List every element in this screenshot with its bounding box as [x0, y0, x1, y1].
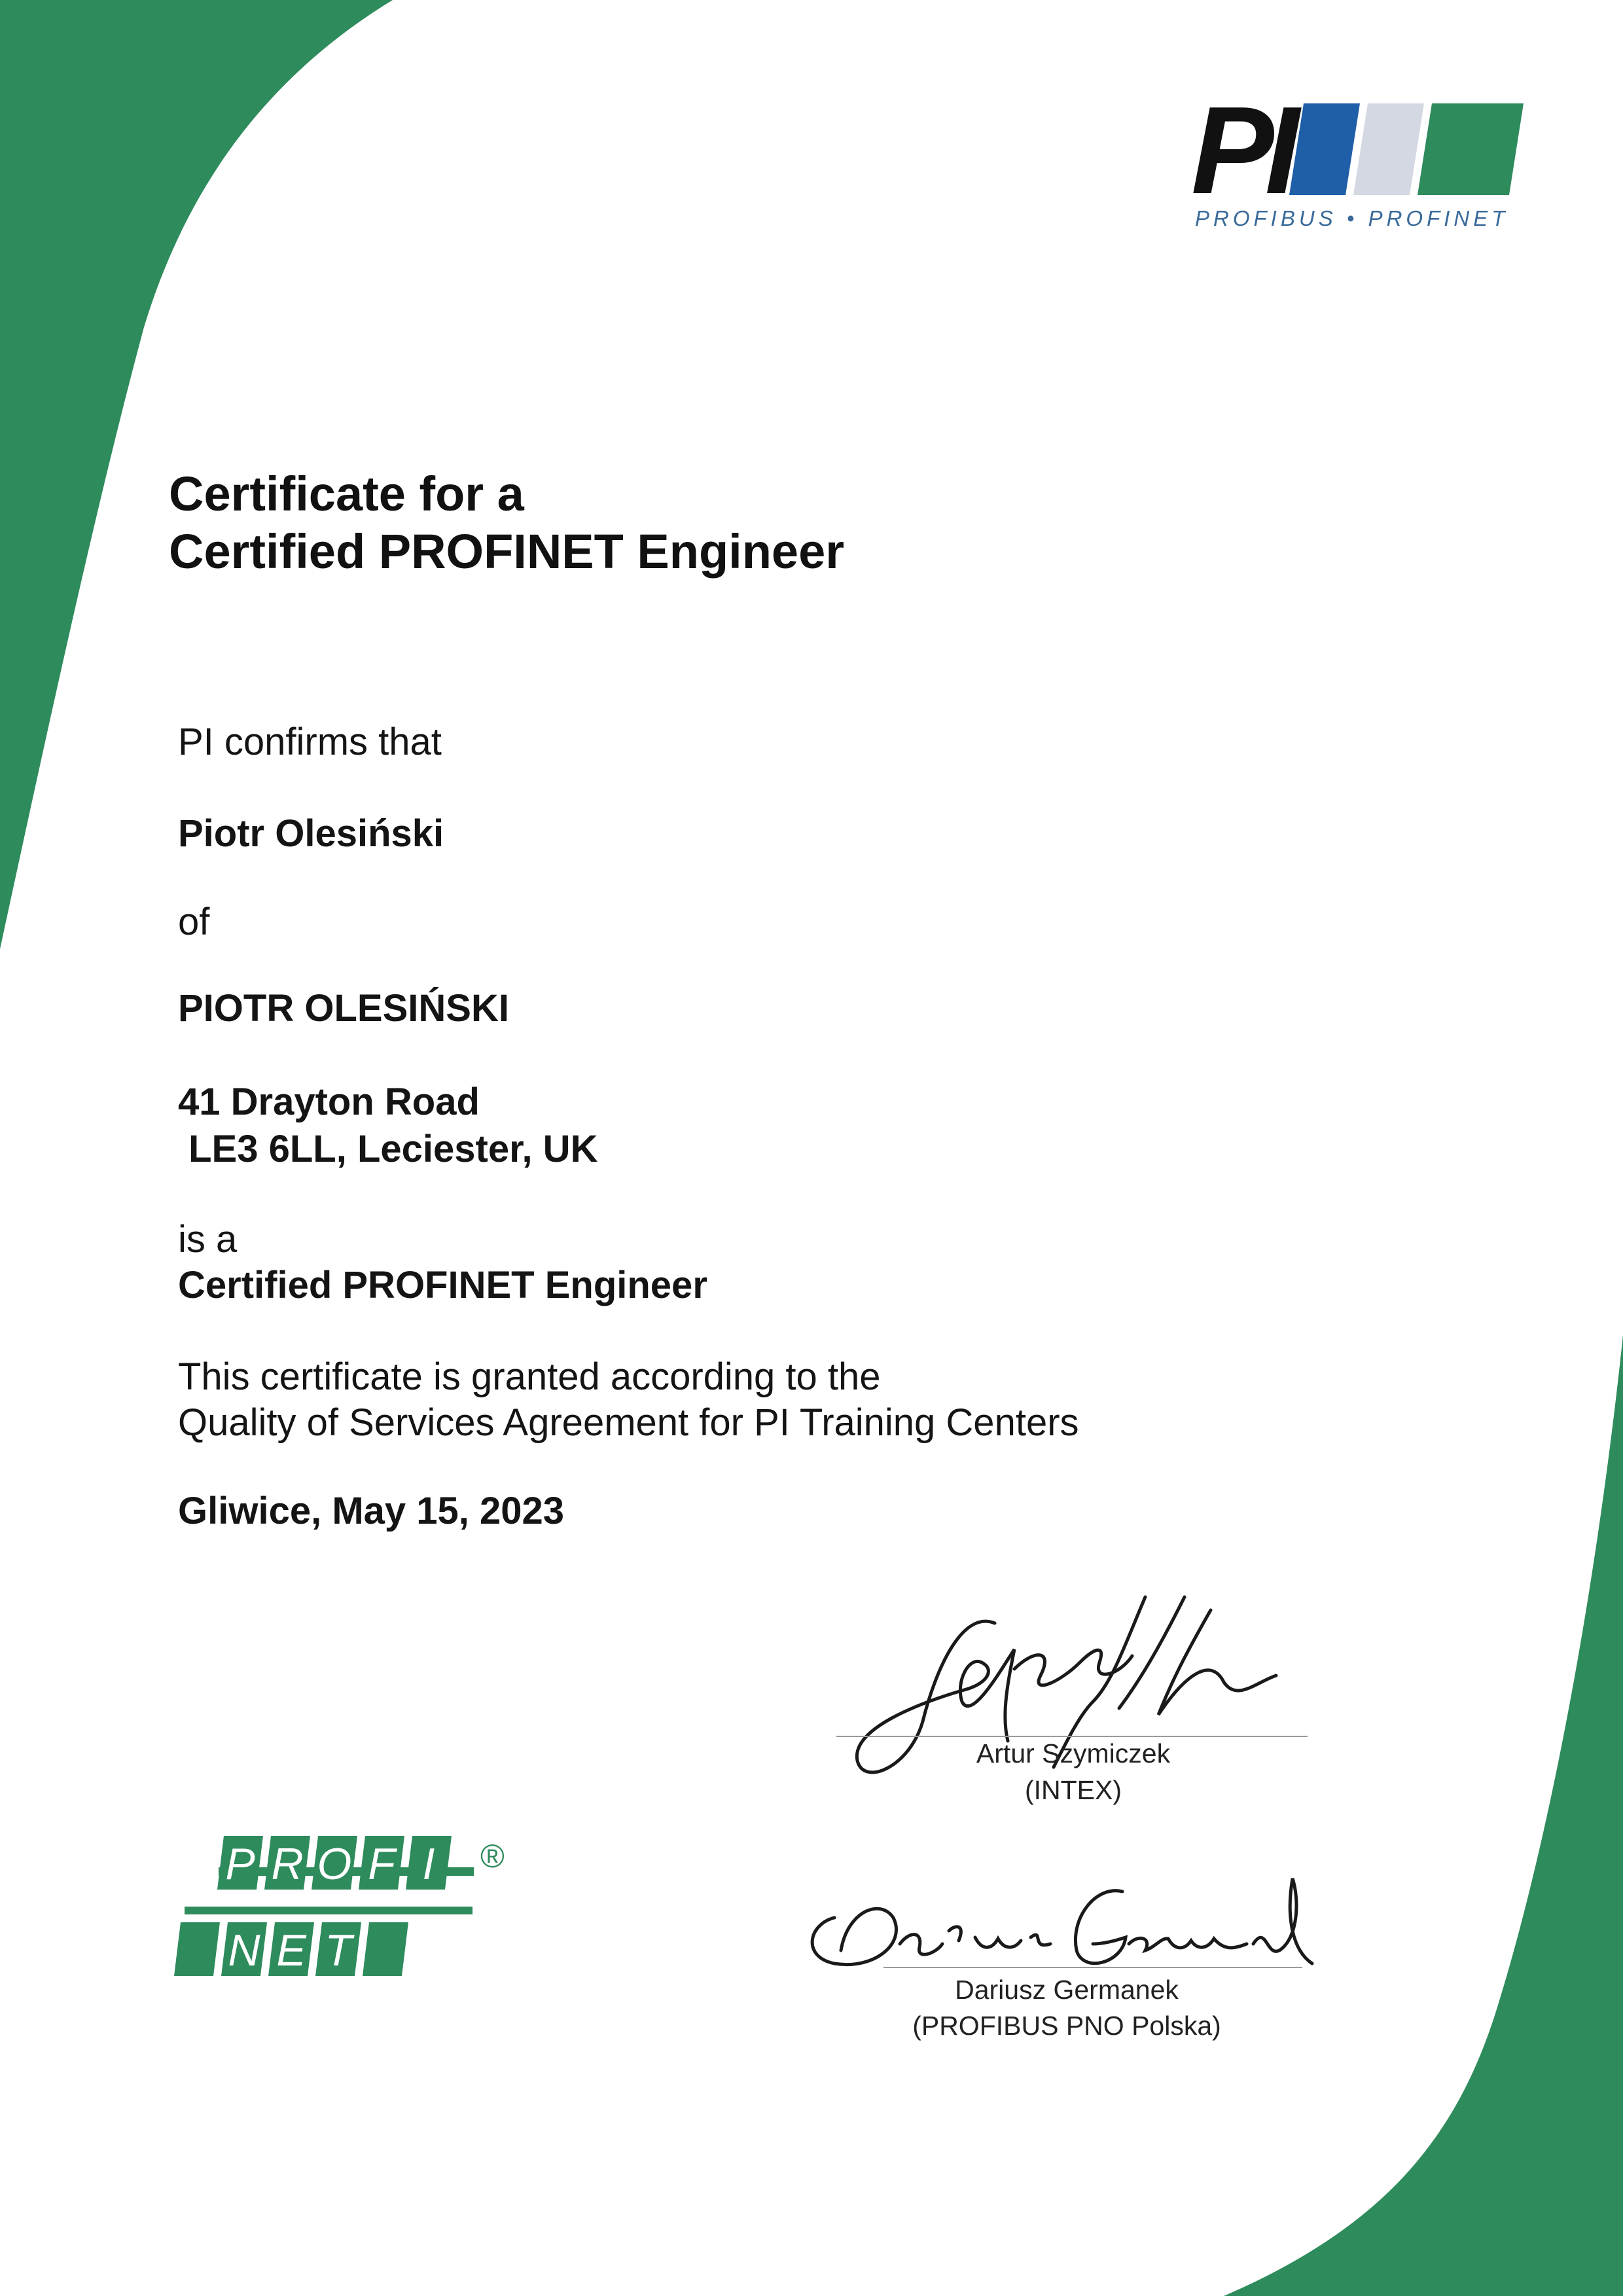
signature-2-line — [883, 1967, 1302, 1968]
pi-logo-blue-block — [1289, 103, 1360, 195]
pi-logo-green-block — [1418, 103, 1524, 195]
granted-text-line1: This certificate is granted according to the — [178, 1355, 881, 1398]
registered-mark: ® — [480, 1838, 505, 1874]
signature-1-name: Artur Szymiczek — [976, 1738, 1171, 1768]
profinet-letter-n: N — [228, 1926, 260, 1975]
signature-1-org: (INTEX) — [1024, 1775, 1122, 1805]
signature-2-org: (PROFIBUS PNO Polska) — [912, 2011, 1221, 2041]
right-green-swoosh — [1224, 1335, 1623, 2296]
profinet-letter-i: I — [422, 1839, 435, 1889]
profinet-letter-r: R — [271, 1839, 304, 1889]
signature-2-name: Dariusz Germanek — [955, 1975, 1179, 2005]
company-name: PIOTR OLESIŃSKI — [178, 987, 509, 1030]
certification-name: Certified PROFINET Engineer — [178, 1264, 707, 1306]
profinet-logo-bar — [185, 1907, 473, 1914]
person-name: Piotr Olesiński — [178, 812, 444, 855]
of-text: of — [178, 901, 210, 943]
certificate-title-line1: Certificate for a — [169, 467, 524, 521]
profinet-letter-t: T — [325, 1926, 352, 1975]
pi-logo — [1191, 92, 1531, 236]
profinet-logo — [173, 1836, 526, 1996]
address-line1: 41 Drayton Road — [178, 1081, 480, 1123]
profinet-logo-row2 — [174, 1922, 408, 1976]
profinet-letter-f: F — [368, 1839, 395, 1889]
profinet-letter-e: E — [276, 1926, 306, 1975]
pi-logo-letters: PI — [1191, 92, 1291, 220]
pi-logo-grey-block — [1353, 103, 1424, 195]
is-a-text: is a — [178, 1218, 238, 1261]
confirms-text: PI confirms that — [178, 721, 442, 763]
signature-2-handwritten — [795, 1865, 1319, 1983]
profinet-logo-row1 — [217, 1836, 474, 1890]
certificate-title-line2: Certified PROFINET Engineer — [169, 524, 845, 579]
profinet-letter-o: O — [317, 1839, 352, 1889]
address-line2: LE3 6LL, Leciester, UK — [178, 1128, 598, 1170]
pi-logo-tagline: PROFIBUS • PROFINET — [1195, 206, 1509, 230]
place-and-date: Gliwice, May 15, 2023 — [178, 1490, 565, 1532]
profinet-letter-p: P — [225, 1839, 255, 1889]
granted-text-line2: Quality of Services Agreement for PI Training Centers — [178, 1401, 1079, 1444]
